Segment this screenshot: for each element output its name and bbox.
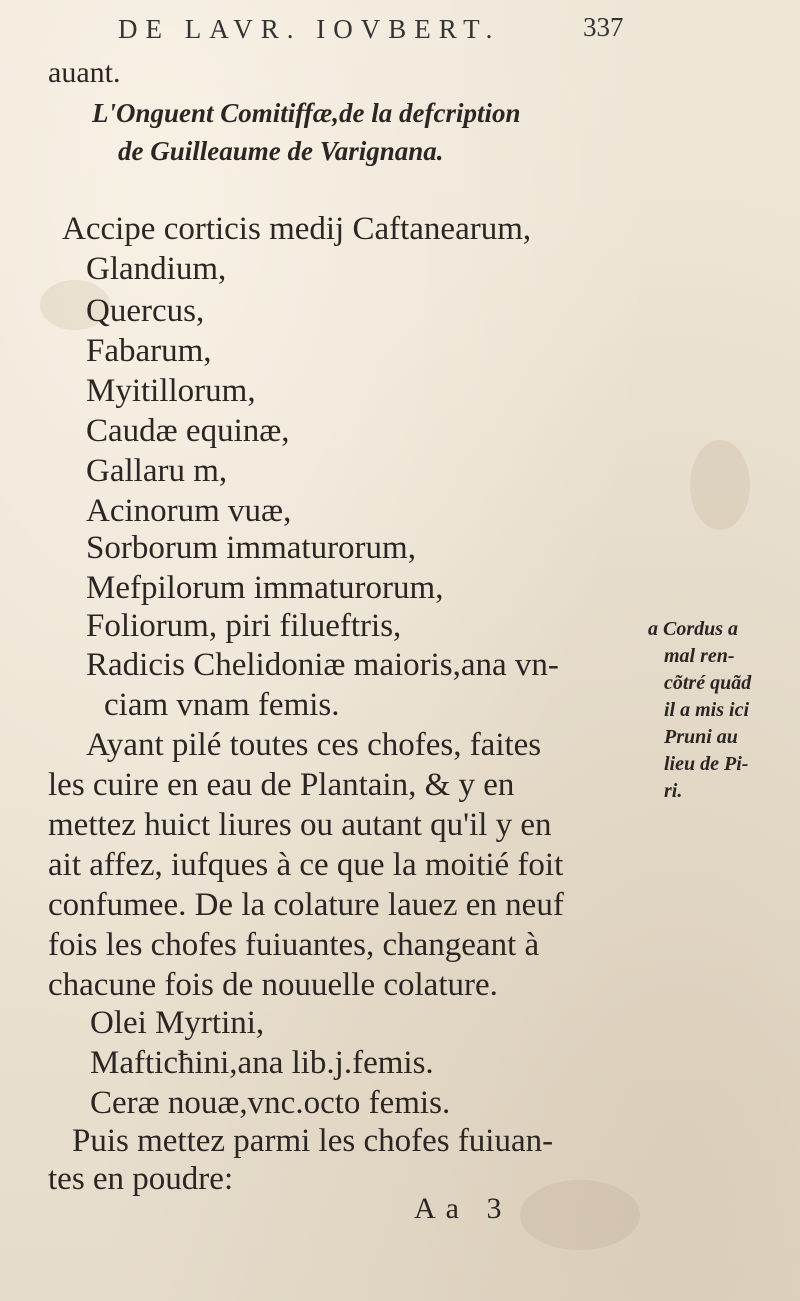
section-title: L'Onguent Comitiffæ,de la defcription	[92, 98, 521, 128]
text-line: fois les chofes fuiuantes, changeant à	[48, 927, 540, 963]
signature-mark: Aa 3	[414, 1192, 512, 1225]
recipe-line: Mafticħini,ana lib.j.femis.	[90, 1045, 434, 1081]
recipe-line: Gallaru m,	[86, 453, 228, 489]
paper-stain	[520, 1180, 640, 1250]
text-line: Ayant pilé toutes ces chofes, faites	[86, 727, 542, 763]
marginal-note-line: mal ren-	[664, 645, 735, 667]
text-line: tes en poudre:	[48, 1161, 234, 1197]
recipe-line: Glandium,	[86, 251, 227, 287]
recipe-line: Caudæ equinæ,	[86, 413, 290, 449]
recipe-line: Ceræ nouæ,vnc.octo femis.	[90, 1085, 451, 1121]
recipe-line: Acinorum vuæ,	[86, 493, 292, 529]
marginal-note-line: il a mis ici	[664, 699, 749, 721]
page-number: 337	[583, 12, 624, 42]
recipe-line: Myitillorum,	[86, 373, 256, 409]
marginal-note-line: Pruni au	[664, 726, 738, 748]
recipe-line: Foliorum, piri filueftris,	[86, 608, 402, 644]
text-line: les cuire en eau de Plantain, & y en	[48, 767, 515, 803]
recipe-line: Accipe corticis medij Caftanearum,	[62, 211, 532, 247]
text-line: ait affez, iufques à ce que la moitié foit	[48, 847, 564, 883]
section-title: de Guilleaume de Varignana.	[118, 136, 444, 166]
paper-stain	[690, 440, 750, 530]
marginal-note-line: a Cordus a	[648, 618, 739, 640]
recipe-line: Sorborum immaturorum,	[86, 530, 416, 566]
running-title: DE LAVR. IOVBERT.	[118, 14, 501, 44]
recipe-line: Radicis Chelidoniæ maioris,ana vn-	[86, 647, 559, 683]
text-line: confumee. De la colature lauez en neuf	[48, 887, 564, 923]
marginal-note-line: lieu de Pi-	[664, 753, 749, 775]
recipe-line: Fabarum,	[86, 333, 212, 369]
text-line: Puis mettez parmi les chofes fuiuan-	[72, 1123, 554, 1159]
recipe-line: ciam vnam femis.	[104, 687, 340, 723]
text-line: mettez huict liures ou autant qu'il y en	[48, 807, 552, 843]
marginal-note-line: ri.	[664, 780, 683, 802]
text-line: chacune fois de nouuelle colature.	[48, 967, 498, 1003]
recipe-line: Quercus,	[86, 293, 205, 329]
text-line: auant.	[48, 56, 121, 89]
marginal-note-line: cõtré quãd	[664, 672, 752, 694]
recipe-line: Olei Myrtini,	[90, 1005, 265, 1041]
recipe-line: Mefpilorum immaturorum,	[86, 570, 444, 606]
